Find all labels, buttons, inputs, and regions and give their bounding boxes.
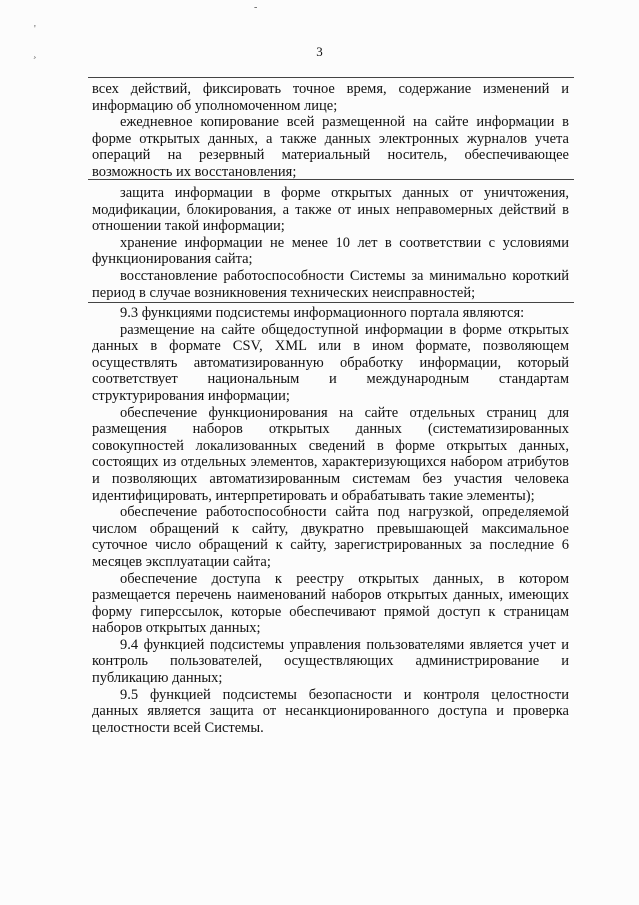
paragraph: обеспечение работоспособности сайта под нагрузкой, определяемой числом обращений к сайту, двукратно превышающей максимальное суточное число обращений к сайту, зарегистрированных за последние 6 месяцев эксплуатации сайта; [92,504,569,570]
scan-mark: ' [34,24,36,35]
paragraph: восстановление работоспособности Системы за минимально короткий период в случае возникновения технических неисправностей; [92,267,569,301]
scan-seam-line [88,179,574,180]
paragraph: 9.4 функцией подсистемы управления пользователями является учет и контроль пользователей, осуществляющих администрирование и публикацию данных; [92,636,569,687]
page-number: 3 [316,44,323,59]
paragraph: защита информации в форме открытых данных от уничтожения, модификации, блокирования, а также от иных неправомерных действий в отношении такой информации; [92,185,569,235]
scan-seam-line [88,77,574,78]
scan-seam-line [88,302,574,303]
paragraph: ежедневное копирование всей размещенной на сайте информации в форме открытых данных, а также данных электронных журналов учета операций на резервный материальный носитель, обеспечивающее возможность их восстановления; [92,114,569,180]
paragraph: хранение информации не менее 10 лет в соответствии с условиями функционирования сайта; [92,234,569,268]
text-block-1 [92,81,569,181]
paragraph: размещение на сайте общедоступной информации в форме открытых данных в формате CSV, XML или в ином формате, позволяющем осуществлять автоматизированную обработку информации, который соответствует национальным и международным стандартам структурирования информации; [92,321,569,404]
paragraph: обеспечение функционирования на сайте отдельных страниц для размещения наборов открытых данных (систематизированных совокупностей локализованных сведений в форме открытых данных, состоящих из отдельных элементов, характеризующихся набором атрибутов и позволяющих автоматизированным системам без участия человека идентифицировать, интерпретировать и обрабатывать такие элементы); [92,404,569,504]
paragraph: обеспечение доступа к реестру открытых данных, в котором размещается перечень наименований наборов открытых данных, имеющих форму гиперссылок, которые обеспечивают прямой доступ к страницам наборов открытых данных; [92,570,569,637]
text-block-3 [92,305,569,736]
paragraph: 9.3 функциями подсистемы информационного портала являются: [120,305,525,321]
paragraph: 9.5 функцией подсистемы безопасности и контроля целостности данных является защита от несанкционированного доступа и проверка целостности всей Системы. [92,686,569,736]
paragraph: всех действий, фиксировать точное время, содержание изменений и информацию об уполномоченном лице; [92,81,569,114]
scan-mark: - [254,2,258,13]
text-block-2 [92,185,569,301]
scan-mark: ¸ [33,48,37,59]
